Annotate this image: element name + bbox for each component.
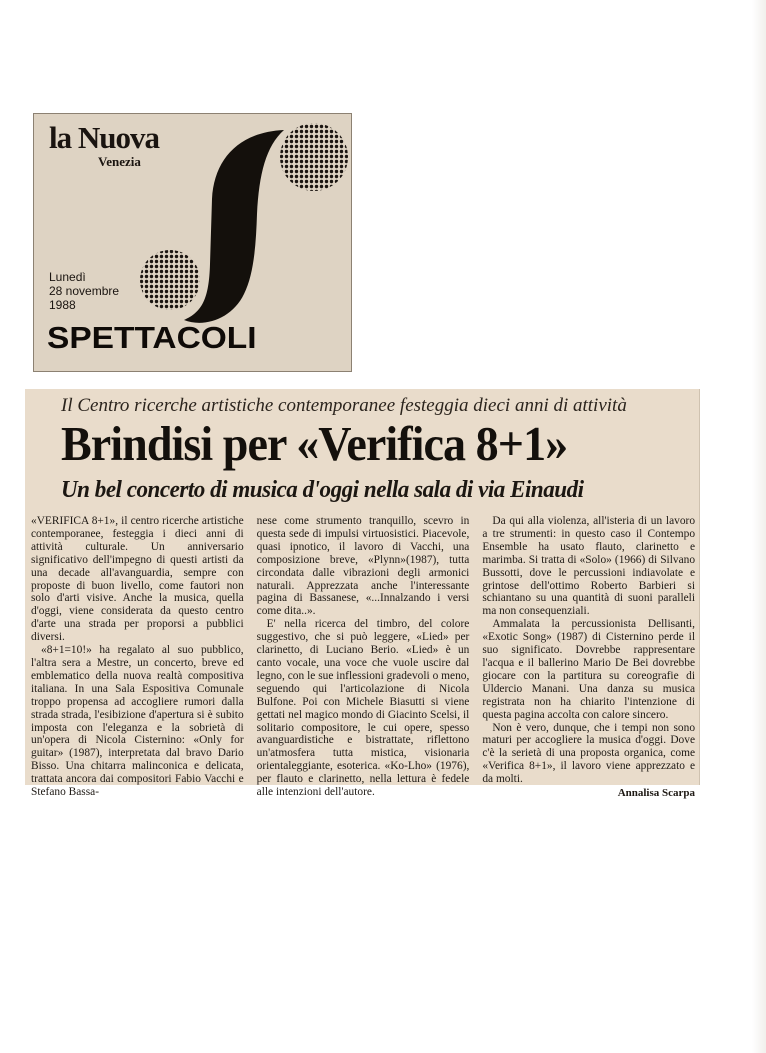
article-clipping: [25, 389, 700, 800]
paragraph: Ammalata la percussionista Dellisanti, «Exotic Song» (1987) di Cisternino perde il suo significato. Dovrebbe rappresentare l'acqua e il ballerino Mario De Bei dovrebbe giocare con la partitura su coreografie di Uldercio Manani. Una danza su musica registrata non ha chiarito l'intenzione di questa pagina accolta con calore sincero.: [482, 618, 696, 721]
section-title: SPETTACOLI: [47, 320, 257, 355]
issue-date: [49, 270, 119, 312]
article-column-1: [31, 515, 244, 799]
article-column-2: [256, 515, 470, 799]
masthead-clipping: [33, 113, 352, 372]
paragraph: Da qui alla violenza, all'isteria di un lavoro a tre strumenti: in questo caso il Contempo Ensemble ha usato flauto, clarinetto e marimba. Si tratta di «Solo» (1966) di Silvano Bussotti, dove le percussioni indiavolate e grintose dell'ottimo Roberto Barbieri si schiantano su una quantità di suoni paralleli ma non consequenziali.: [482, 515, 696, 618]
paragraph: «8+1=10!» ha regalato al suo pubblico, l'altra sera a Mestre, un concerto, breve ed emblematico della nuova realtà compositiva italiana. In una Sala Espositiva Comunale troppo propensa ad accogliere rumori dalla strada strada, l'esibizione d'apertura si è subito imposta con l'eleganza e la sobrietà di un'opera di Nicola Cisternino: «Only for guitar» (1987), interpretata dal bravo Dario Bisso. Una chitarra malinconica e delicata, trattata ancora dai compositori Fabio Vacchi e Stefano Bassa-: [31, 644, 244, 799]
paragraph: nese come strumento tranquillo, scevro in questa sede di impulsi virtuosistici. Piacevole, quasi ipnotico, il lavoro di Vacchi, una composizione breve, «Plynn»(1987), tutta circondata dalle vibrazioni degli armonici naturali. Apprezzata anche l'interessante pagina di Bassanese, «...Innalzando i versi come dita..».: [256, 515, 470, 618]
halftone-disc-bottom: [140, 250, 200, 310]
newspaper-logo-city: Venezia: [98, 154, 141, 169]
halftone-disc-top: [280, 123, 348, 191]
issue-date-year: 1988: [49, 298, 76, 312]
article-byline: Annalisa Scarpa: [617, 787, 696, 800]
scan-edge: [752, 0, 766, 1053]
article-deck: Un bel concerto di musica d'oggi nella sala di via Einaudi: [61, 477, 584, 503]
article-kicker: Il Centro ricerche artistiche contemporanee festeggia dieci anni di attività: [61, 395, 627, 416]
article-body: [31, 515, 696, 800]
s-swoosh: [184, 130, 284, 323]
newspaper-logo-name: la Nuova: [49, 120, 159, 155]
article-column-3: [482, 515, 696, 800]
article-headline: Brindisi per «Verifica 8+1»: [61, 416, 568, 471]
paragraph: Non è vero, dunque, che i tempi non sono maturi per accogliere la musica d'oggi. Dove c'è la serietà di una proposta organica, come «Verifica 8+1», il lavoro viene apprezzato e da molti.: [482, 721, 696, 786]
issue-date-daymonth: 28 novembre: [49, 284, 120, 298]
paragraph: «VERIFICA 8+1», il centro ricerche artistiche contemporanee, festeggia i dieci anni di attività culturale. Un anniversario significativo dell'impegno di questi artisti da una decade all'avanguardia, sempre con proposte di buon livello, come fautori non solo d'arti visive. Anche la musica, quella d'oggi, viene considerata da questo centro d'arte una strada per proporsi a pubblici diversi.: [31, 515, 244, 644]
issue-date-weekday: Lunedì: [49, 270, 86, 284]
paragraph: E' nella ricerca del timbro, del colore suggestivo, che si può leggere, «Lied» per clarinetto, di Luciano Berio. «Lied» è un canto vocale, una voce che vuole uscire dal legno, con le sue inflessioni gradevoli o meno, seguendo qui l'articolazione di Nicola Bulfone. Poi con Michele Biasutti si viene gettati nel magico mondo di Giacinto Scelsi, il solitario compositore, le cui opere, spesso avanguardistiche e bistrattate, riflettono un'atmosfera tutta mistica, visionaria orientaleggiante, esoterica. «Ko-Lho» (1976), per flauto e clarinetto, nella lettura è fedele alle intenzioni dell'autore.: [256, 618, 470, 799]
